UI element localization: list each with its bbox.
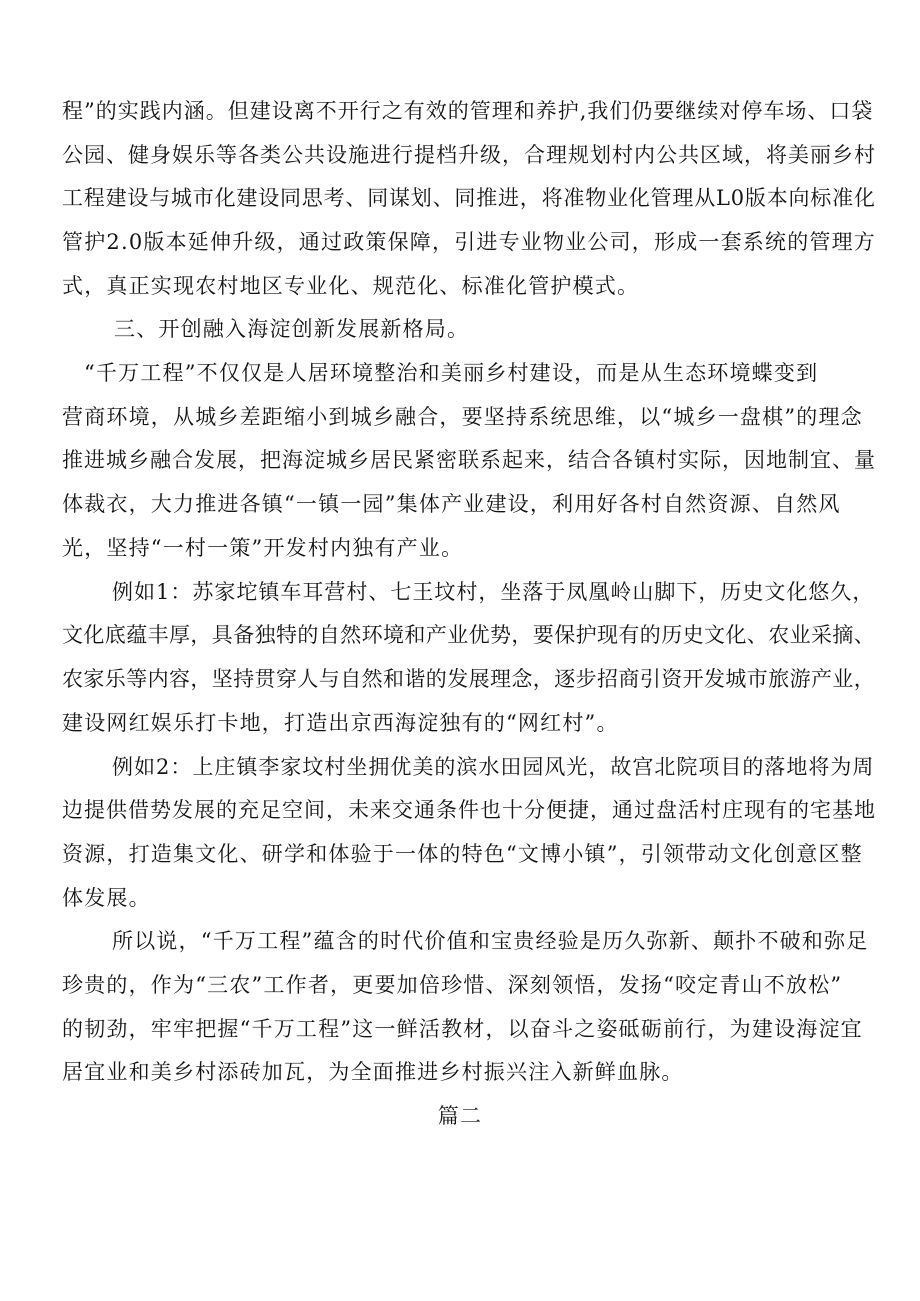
paragraph-line: 农家乐等内容，坚持贯穿人与自然和谐的发展理念，逐步招商引资开发城市旅游产业， — [62, 667, 876, 691]
paragraph-line: 例如2：上庄镇李家坟村坐拥优美的滨水田园风光，故宫北院项目的落地将为周 — [112, 755, 875, 779]
paragraph-line: 珍贵的，作为“三农”工作者，更要加倍珍惜、深刻领悟，发扬“咬定青山不放松” — [62, 973, 843, 997]
paragraph-line: 光，坚持“一村一策”开发村内独有产业。 — [62, 536, 464, 560]
paragraph-line: 建设网红娱乐打卡地，打造出京西海淀独有的“网红村”。 — [62, 711, 619, 735]
section-label: 篇二 — [437, 1104, 483, 1128]
paragraph-line: 资源，打造集文化、研学和体验于一体的特色“文博小镇”，引领带动文化创意区整 — [62, 842, 863, 866]
paragraph-line: 文化底蕴丰厚，具备独特的自然环境和产业优势，要保护现有的历史文化、农业采摘、 — [62, 623, 876, 647]
paragraph-line: 程”的实践内涵。但建设离不开行之有效的管理和养护,我们仍要继续对停车场、口袋 — [62, 99, 874, 123]
section-heading: 三、开创融入海淀创新发展新格局。 — [114, 317, 470, 341]
paragraph-line: 体裁衣，大力推进各镇“一镇一园”集体产业建设，利用好各村自然资源、自然风 — [62, 492, 841, 516]
paragraph-line: “千万工程”不仅仅是人居环境整治和美丽乡村建设，而是从生态环境蝶变到 — [84, 361, 819, 385]
paragraph-line: 边提供借势发展的充足空间，未来交通条件也十分便捷，通过盘活村庄现有的宅基地 — [62, 798, 876, 822]
paragraph-line: 所以说，“千万工程”蕴含的时代价值和宝贵经验是历久弥新、颠扑不破和弥足 — [112, 929, 869, 953]
paragraph-line: 公园、健身娱乐等各类公共设施进行提档升级，合理规划村内公共区域，将美丽乡村 — [62, 143, 876, 167]
paragraph-line: 例如1：苏家坨镇车耳营村、七王坟村，坐落于凤凰岭山脚下，历史文化悠久， — [112, 580, 875, 604]
paragraph-line: 营商环境，从城乡差距缩小到城乡融合，要坚持系统思维，以“城乡一盘棋”的理念 — [62, 405, 863, 429]
paragraph-line: 居宜业和美乡村添砖加瓦，为全面推进乡村振兴注入新鲜血脉。 — [62, 1060, 684, 1084]
paragraph-line: 式，真正实现农村地区专业化、规范化、标准化管护模式。 — [62, 274, 640, 298]
paragraph-line: 管护2.0版本延伸升级，通过政策保障，引进专业物业公司，形成一套系统的管理方 — [62, 230, 876, 254]
paragraph-line: 体发展。 — [62, 886, 151, 910]
paragraph-line: 工程建设与城市化建设同思考、同谋划、同推进，将准物业化管理从L0版本向标准化 — [62, 186, 876, 210]
paragraph-line: 的韧劲，牢牢把握“千万工程”这一鲜活教材，以奋斗之姿砥砺前行，为建设海淀宜 — [62, 1017, 863, 1041]
paragraph-line: 推进城乡融合发展，把海淀城乡居民紧密联系起来，结合各镇村实际，因地制宜、量 — [62, 448, 876, 472]
